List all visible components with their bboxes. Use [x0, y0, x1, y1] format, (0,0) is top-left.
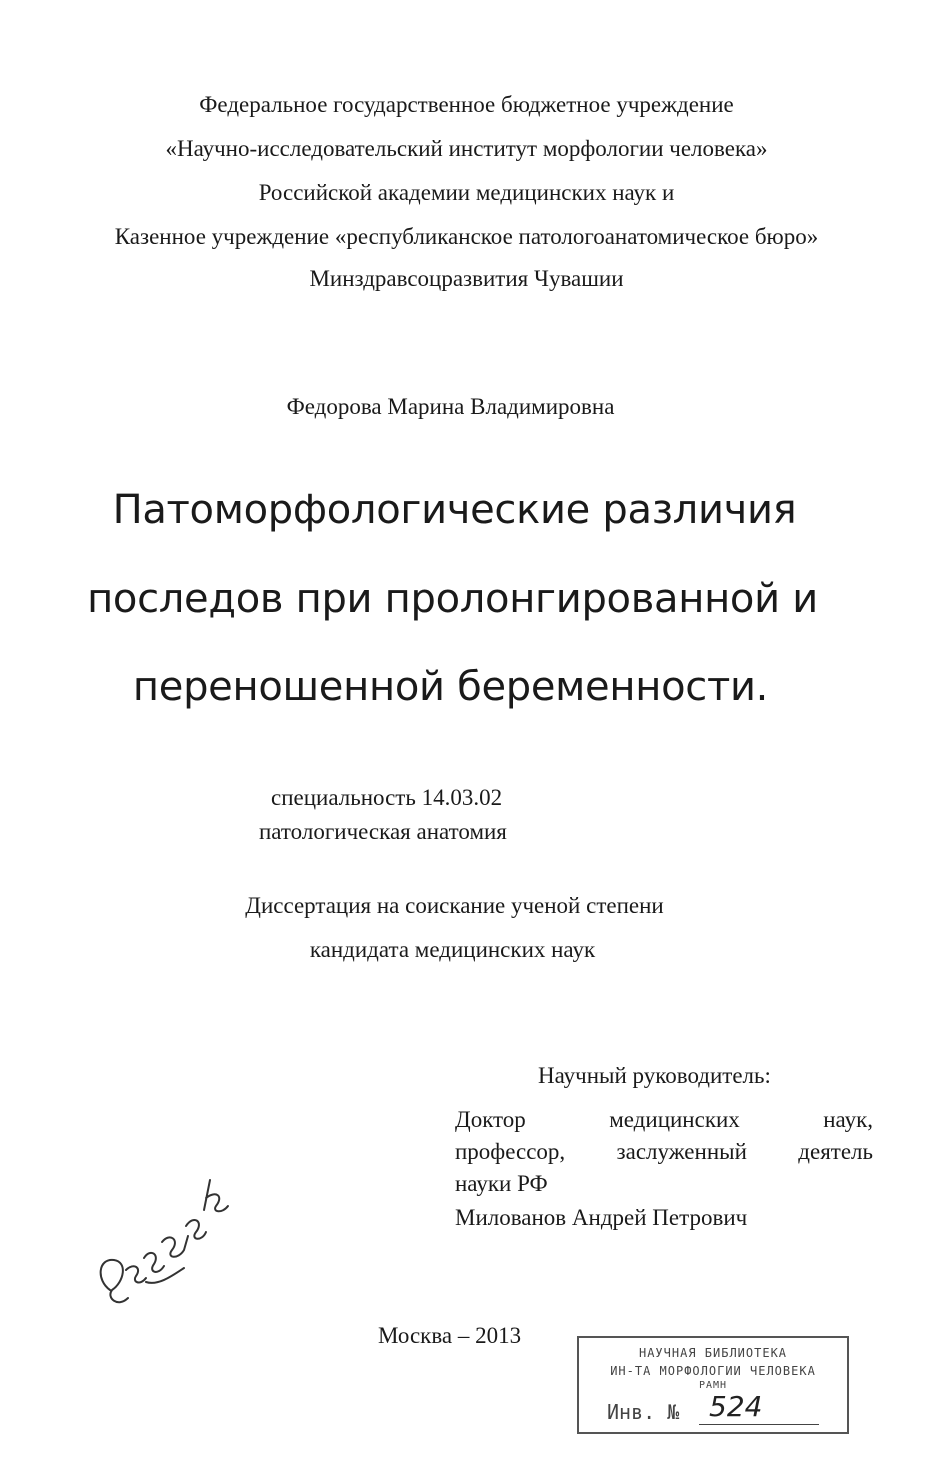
institution-line-5: Минздравсоцразвития Чувашии [309, 266, 624, 291]
stamp-line-3: РАМН [698, 1380, 728, 1391]
supervisor-line-1-word-1: Доктор [455, 1107, 526, 1132]
institution-line-4: Казенное учреждение «республиканское патологоанатомическое бюро» [114, 224, 819, 249]
institution-line-3: Российской академии медицинских наук и [258, 180, 675, 205]
supervisor-line-2-word-3: деятель [798, 1139, 873, 1164]
degree-line-1: Диссертация на соискание ученой степени [245, 893, 664, 918]
library-stamp [577, 1336, 849, 1434]
supervisor-line-2-word-1: профессор, [455, 1139, 566, 1164]
title-line-1: Патоморфологические различия [112, 487, 797, 533]
stamp-line-1: НАУЧНАЯ БИБЛИОТЕКА [638, 1346, 788, 1360]
city-year: Москва – 2013 [378, 1323, 522, 1348]
supervisor-name: Милованов Андрей Петрович [455, 1205, 748, 1230]
supervisor-line-1-word-2: медицинских [609, 1107, 740, 1132]
supervisor-line-2-word-2: заслуженный [616, 1139, 747, 1164]
supervisor-line-3: науки РФ [455, 1171, 548, 1196]
author-name: Федорова Марина Владимировна [286, 394, 615, 419]
supervisor-line-1-word-3: наук, [823, 1107, 873, 1132]
title-line-2: последов при пролонгированной и [87, 576, 818, 622]
stamp-underline [699, 1424, 819, 1425]
stamp-line-2: ИН-ТА МОРФОЛОГИИ ЧЕЛОВЕКА [610, 1364, 816, 1378]
specialty-code: специальность 14.03.02 [271, 785, 503, 810]
institution-line-2: «Научно-исследовательский институт морфологии человека» [165, 136, 768, 161]
signature-image [88, 1140, 248, 1320]
supervisor-label: Научный руководитель: [538, 1063, 771, 1088]
supervisor-line-1 [455, 1107, 873, 1133]
degree-line-2: кандидата медицинских наук [309, 937, 596, 962]
institution-line-1: Федеральное государственное бюджетное учреждение [199, 92, 734, 117]
title-line-3: переношенной беременности. [132, 664, 769, 710]
stamp-inv-label: Инв. № [607, 1400, 680, 1424]
supervisor-line-2 [455, 1139, 873, 1165]
specialty-name: патологическая анатомия [259, 819, 507, 844]
stamp-inv-number: 524 [709, 1390, 763, 1423]
